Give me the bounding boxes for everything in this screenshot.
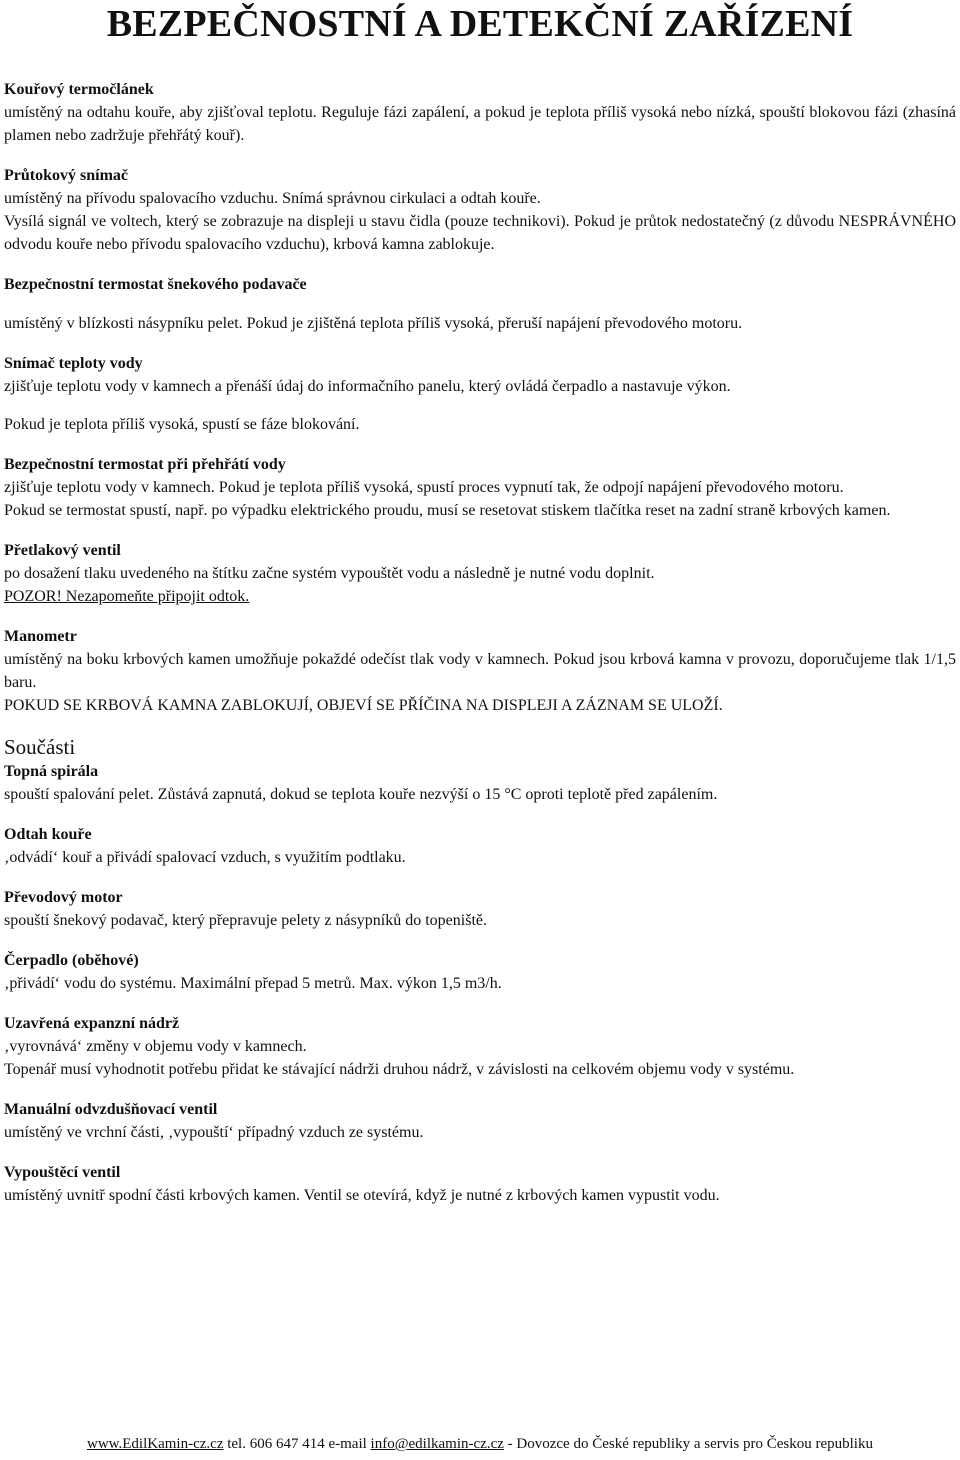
part-heading: Odtah kouře: [4, 826, 92, 843]
section-flow-sensor: [4, 164, 956, 256]
part-heading: Převodový motor: [4, 889, 123, 906]
part-text: ‚vyrovnává‘ změny v objemu vody v kamnech.: [4, 1038, 307, 1055]
section-heading: Snímač teploty vody: [4, 355, 143, 372]
section-smoke-thermocouple: [4, 78, 956, 147]
part-smoke-extractor: [4, 823, 956, 869]
page-footer: [0, 1434, 960, 1454]
section-heading: Kouřový termočlánek: [4, 81, 154, 98]
part-heading: Vypouštěcí ventil: [4, 1164, 121, 1181]
part-heading: Uzavřená expanzní nádrž: [4, 1015, 180, 1032]
section-text: umístěný na boku krbových kamen umožňuje pokaždé odečíst tlak vody v kamnech. Pokud jsou krbová kamna v provozu, doporučujeme tlak 1/1,5 baru.: [4, 651, 956, 691]
section-text: POKUD SE KRBOVÁ KAMNA ZABLOKUJÍ, OBJEVÍ SE PŘÍČINA NA DISPLEJI A ZÁZNAM SE ULOŽÍ.: [4, 697, 723, 714]
section-text: zjišťuje teplotu vody v kamnech. Pokud je teplota příliš vysoká, spustí proces vypnutí tak, že odpojí napájení převodového motoru.: [4, 479, 844, 496]
section-pressure-valve: [4, 539, 956, 608]
parts-heading: Součásti: [4, 735, 76, 759]
section-text: Pokud se termostat spustí, např. po výpadku elektrického proudu, musí se resetovat stiskem tlačítka reset na zadní straně krbových kamen.: [4, 502, 891, 519]
page-title: BEZPEČNOSTNÍ A DETEKČNÍ ZAŘÍZENÍ: [106, 3, 854, 45]
email-link[interactable]: info@edilkamin-cz.cz: [370, 1436, 504, 1452]
part-text: umístěný ve vrchní části, ‚vypouští‘ případný vzduch ze systému.: [4, 1124, 424, 1141]
part-manual-air-vent: [4, 1098, 956, 1144]
section-text: umístěný na přívodu spalovacího vzduchu. Snímá správnou cirkulaci a odtah kouře.: [4, 190, 541, 207]
section-overheat-thermostat: [4, 453, 956, 522]
warning-text: POZOR! Nezapomeňte připojit odtok.: [4, 588, 250, 605]
footer-contact-text: tel. 606 647 414 e-mail: [223, 1436, 371, 1452]
section-heading: Manometr: [4, 628, 77, 645]
section-heading: Přetlakový ventil: [4, 542, 121, 559]
part-text: umístěný uvnitř spodní části krbových kamen. Ventil se otevírá, když je nutné z krbových kamen vypustit vodu.: [4, 1187, 720, 1204]
part-text: spouští šnekový podavač, který přepravuje pelety z násypníků do topeniště.: [4, 912, 487, 929]
part-pump: [4, 949, 956, 995]
section-heading: Průtokový snímač: [4, 167, 128, 184]
section-text: umístěný v blízkosti násypníku pelet. Pokud je zjištěná teplota příliš vysoká, přeruší napájení převodového motoru.: [4, 315, 743, 332]
part-text: Topenář musí vyhodnotit potřebu přidat ke stávající nádrži druhou nádrž, v závislosti na celkovém objemu vody v systému.: [4, 1061, 795, 1078]
part-heading: Topná spirála: [4, 763, 99, 780]
part-expansion-tank: [4, 1012, 956, 1081]
section-text: zjišťuje teplotu vody v kamnech a přenáší údaj do informačního panelu, který ovládá čerpadlo a nastavuje výkon.: [4, 378, 731, 395]
section-text: Pokud je teplota příliš vysoká, spustí se fáze blokování.: [4, 416, 360, 433]
section-text: umístěný na odtahu kouře, aby zjišťoval teplotu. Reguluje fázi zapálení, a pokud je teplota příliš vysoká nebo nízká, spouští blokovou fázi (zhasíná plamen nebo zadržuje přehřátý kouř).: [4, 104, 956, 144]
section-heading: Bezpečnostní termostat při přehřátí vody: [4, 456, 286, 473]
footer-tagline: - Dovozce do České republiky a servis pro Českou republiku: [503, 1436, 873, 1452]
document-body: [4, 78, 956, 1224]
section-auger-thermostat: [4, 273, 956, 335]
part-heading: Manuální odvzdušňovací ventil: [4, 1101, 218, 1118]
part-heating-coil: [4, 760, 956, 806]
section-text: po dosažení tlaku uvedeného na štítku začne systém vypouštět vodu a následně je nutné vodu doplnit.: [4, 565, 655, 582]
part-text: ‚odvádí‘ kouř a přivádí spalovací vzduch, s využitím podtlaku.: [4, 849, 406, 866]
section-manometer: [4, 625, 956, 717]
part-gear-motor: [4, 886, 956, 932]
part-text: ‚přivádí‘ vodu do systému. Maximální přepad 5 metrů. Max. výkon 1,5 m3/h.: [4, 975, 502, 992]
part-drain-valve: [4, 1161, 956, 1207]
section-water-temp-sensor: [4, 352, 956, 436]
website-link[interactable]: www.EdilKamin-cz.cz: [87, 1436, 224, 1452]
section-text: Vysílá signál ve voltech, který se zobrazuje na displeji u stavu čidla (pouze technikovi). Pokud je průtok nedostatečný (z důvodu NESPRÁVNÉHO odvodu kouře nebo přívodu spalovacího vzduchu), krbová kamna zablokuje.: [4, 213, 956, 253]
part-text: spouští spalování pelet. Zůstává zapnutá, dokud se teplota kouře nezvýší o 15 °C oproti teplotě před zapálením.: [4, 786, 718, 803]
part-heading: Čerpadlo (oběhové): [4, 952, 139, 969]
section-heading: Bezpečnostní termostat šnekového podavače: [4, 276, 307, 293]
